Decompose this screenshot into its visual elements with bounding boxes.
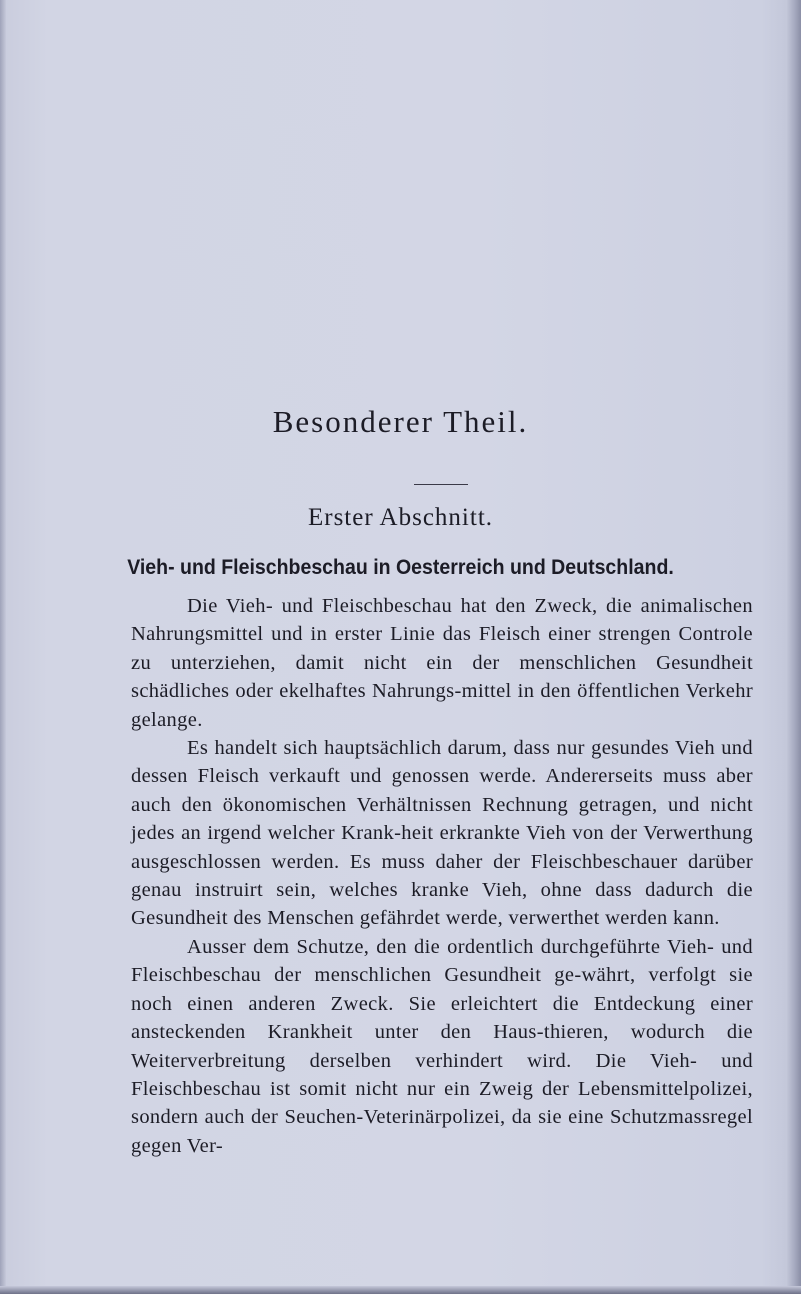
paragraph: Es handelt sich hauptsächlich darum, dass nur gesundes Vieh und dessen Fleisch verkauft und genossen werde. Andererseits muss aber auch den ökonomischen Verhältnissen Rechnung getragen, und nicht jedes an irgend welcher Krank-heit erkrankte Vieh von der Verwerthung ausgeschlossen werden. Es muss daher der Fleischbeschauer darüber genau instruirt sein, welches kranke Vieh, ohne dass dadurch die Gesundheit des Menschen gefährdet werde, verwerthet werden kann. [131, 737, 753, 930]
part-title: Besonderer Theil. [272, 404, 529, 439]
title-divider [414, 484, 468, 485]
paragraph: Die Vieh- und Fleischbeschau hat den Zweck, die animalischen Nahrungsmittel und in erster Linie das Fleisch einer strengen Controle zu unterziehen, damit nicht ein der menschlichen Gesundheit schädliches oder ekelhaftes Nahrungs-mittel in den öffentlichen Verkehr gelange. [131, 595, 753, 731]
body-text [131, 592, 753, 1160]
page-left-edge [0, 0, 6, 1294]
section-title: Erster Abschnitt. [307, 504, 494, 531]
chapter-title: Vieh- und Fleischbeschau in Oesterreich und Deutschland. [127, 556, 674, 579]
page-right-edge [787, 0, 801, 1294]
page-bottom-edge [0, 1286, 801, 1294]
paragraph: Ausser dem Schutze, den die ordentlich durchgeführte Vieh- und Fleischbeschau der menschlichen Gesundheit ge-währt, verfolgt sie noch einen anderen Zweck. Sie erleichtert die Entdeckung einer ansteckenden Krankheit unter den Haus-thieren, wodurch die Weiterverbreitung derselben verhindert wird. Die Vieh- und Fleischbeschau ist somit nicht nur ein Zweig der Lebensmittelpolizei, sondern auch der Seuchen-Veterinärpolizei, da sie eine Schutzmassregel gegen Ver- [131, 935, 753, 1157]
